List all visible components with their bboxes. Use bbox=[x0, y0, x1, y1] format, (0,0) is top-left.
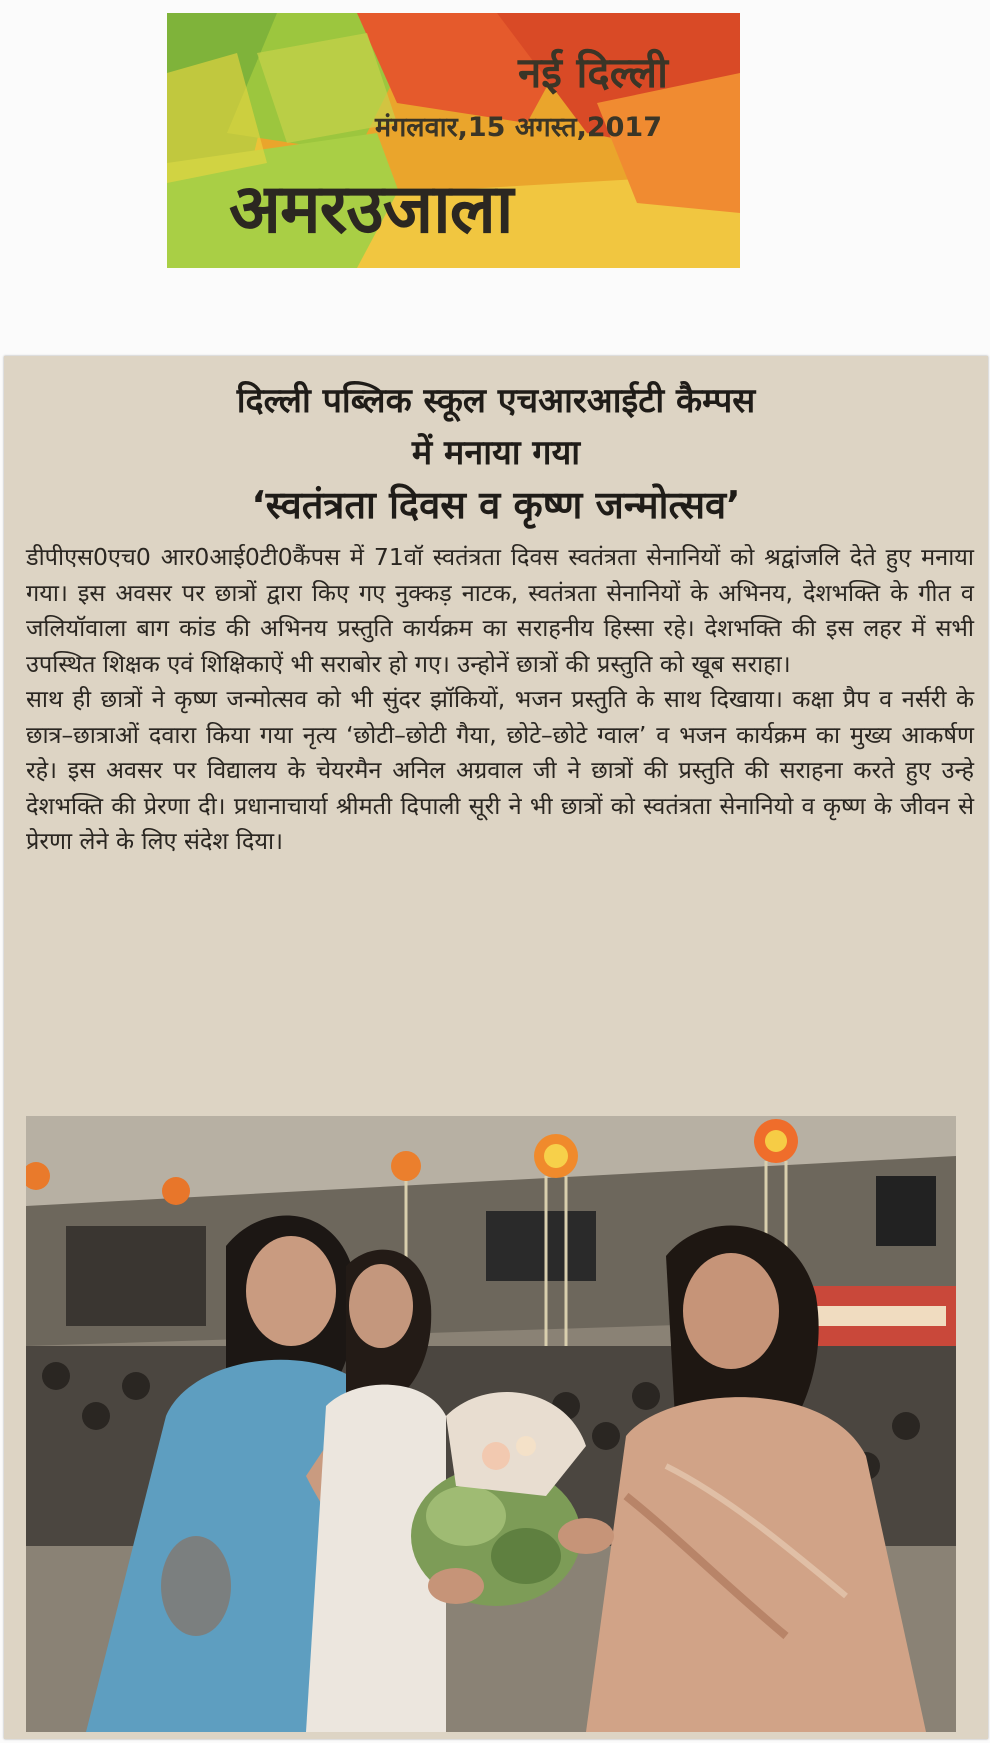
article-body bbox=[26, 540, 974, 860]
headline-line-2: में मनाया गया bbox=[411, 433, 581, 473]
article-paragraph-2: साथ ही छात्रों ने कृष्ण जन्मोत्सव को भी सुंदर झॉकियों, भजन प्रस्तुति के साथ दिखाया। कक्षा प्रैप व नर्सरी के छात्र–छात्राओं दवारा किया गया नृत्य ‘छोटी–छोटी गैया, छोटे–छोटे ग्वाल’ व भजन कार्यक्रम का मुख्य आकर्षण रहे। इस अवसर पर विद्यालय के चेयरमैन अनिल अग्रवाल जी ने छात्रों की प्रस्तुति की सराहना करते हुए उन्हे देशभक्ति की प्रेरणा दी। प्रधानाचार्या श्रीमती दिपाली सूरी ने भी छात्रों को स्वतंत्रता सेनानियो व कृष्ण के जीवन से प्रेरणा लेने के लिए संदेश दिया। bbox=[26, 685, 974, 855]
masthead-clipping bbox=[167, 13, 740, 268]
masthead-paper-name: अमरउजाला bbox=[229, 170, 513, 249]
event-photo-illustration bbox=[26, 1116, 956, 1732]
article-paragraph-1: डीपीएस0एच0 आर0आई0टी0कैंपस में 71वॉ स्वतंत्रता दिवस स्वतंत्रता सेनानियों को श्रद्वांजलि देते हुए मनाया गया। इस अवसर पर छात्रों द्वारा किए गए नुक्कड़ नाटक, स्वतंत्रता सेनानियों के अभिनय, देशभक्ति के गीत व जलियॉवाला बाग कांड की अभिनय प्रस्तुति कार्यक्रम का सराहनीय हिस्सा रहे। देशभक्ति की इस लहर में सभी उपस्थित शिक्षक एवं शिक्षिकाऐं भी सराबोर हो गए। उन्होनें छात्रों की प्रस्तुति को खूब सराहा। bbox=[26, 543, 974, 678]
headline-line-3: ‘स्वतंत्रता दिवस व कृष्ण जन्मोत्सव’ bbox=[251, 483, 741, 527]
masthead-city: नई दिल्ली bbox=[517, 48, 668, 97]
article-clipping bbox=[4, 356, 988, 1739]
event-photo bbox=[26, 1116, 956, 1732]
masthead-date: मंगलवार,15 अगस्त,2017 bbox=[374, 112, 662, 143]
headline-line-1: दिल्ली पब्लिक स्कूल एचआरआईटी कैम्पस bbox=[236, 381, 756, 421]
